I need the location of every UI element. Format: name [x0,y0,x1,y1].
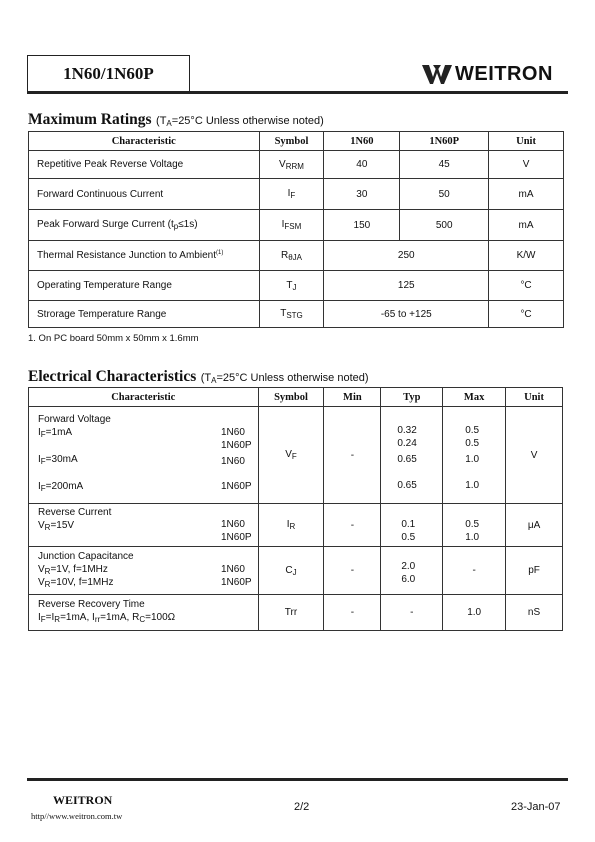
typ-cell: 2.0 6.0 [381,547,443,595]
column-header: Max [443,388,506,407]
page-number: 2/2 [294,801,310,813]
unit-cell: K/W [489,241,564,271]
footer-url[interactable]: http//www.weitron.com.tw [31,811,123,821]
max-cell: 0.5 1.0 [443,504,506,547]
column-header: Characteristic [29,132,260,151]
table-row-reverse-recovery [29,595,563,631]
table-row-junction-capacitance [29,547,563,595]
footnote: 1. On PC board 50mm x 50mm x 1.6mm [28,333,199,344]
unit-cell: nS [506,595,563,631]
symbol-cell: $R_{\theta JA}$ [259,241,324,271]
characteristic-cell: Strorage Temperature Range [29,301,260,328]
unit-cell: mA [489,210,564,241]
value-cell: -65 to +125 [324,301,489,328]
value-cell: 250 [324,241,489,271]
value-cell: 150 [324,210,400,241]
characteristic-cell: Forward Voltage $I_F=1mA$ 1N60 1N60P $I_F=30mA$ 1N60 $I_F=200mA$ 1N60P [29,407,259,504]
value-cell: 50 [400,179,489,210]
characteristic-cell: Junction Capacitance $V_R=1V$, f=1MHz 1N60 $V_R=10V$, f=1MHz 1N60P [29,547,259,595]
table-row [29,241,564,271]
characteristic-cell: Reverse Recovery Time $I_F=I_R=1mA$, $I_{rr}=1mA$, $R_C=100\Omega$ [29,595,259,631]
max-cell: 0.5 0.5 1.0 1.0 [443,407,506,504]
min-cell: - [324,407,381,504]
column-header: 1N60P [400,132,489,151]
max-cell: - [443,547,506,595]
value-cell: 125 [324,271,489,301]
table-header-row [29,132,564,151]
table-row [29,151,564,179]
elec-table [28,387,563,631]
column-header: Unit [506,388,563,407]
characteristic-cell: Peak Forward Surge Current $(t_p\le 1s)$ [29,210,260,241]
part-number: 1N60/1N60P [63,63,154,83]
max-cell: 1.0 [443,595,506,631]
weitron-logo [422,62,553,86]
table-row-forward-voltage [29,407,563,504]
min-cell: - [324,547,381,595]
value-cell: 30 [324,179,400,210]
min-cell: - [324,595,381,631]
symbol-cell: $I_F$ [259,179,324,210]
characteristic-cell: Operating Temperature Range [29,271,260,301]
typ-cell: - [381,595,443,631]
unit-cell: V [506,407,563,504]
value-cell: 500 [400,210,489,241]
unit-cell: °C [489,301,564,328]
column-header: Typ [381,388,443,407]
unit-cell: mA [489,179,564,210]
typ-cell: 0.1 0.5 [381,504,443,547]
column-header: Unit [489,132,564,151]
symbol-cell: $T_{STG}$ [259,301,324,328]
characteristic-cell: Thermal Resistance Junction to Ambient$^{(1)}$ [29,241,260,271]
column-header: Symbol [259,132,324,151]
footer-brand: WEITRON [53,793,113,807]
symbol-cell: $C_J$ [258,547,324,595]
characteristic-cell: Reverse Current $V_R=15V$ 1N60 1N60P [29,504,259,547]
column-header: 1N60 [324,132,400,151]
symbol-cell: $V_{RRM}$ [259,151,324,179]
document-date: 23-Jan-07 [511,801,561,813]
footer-rule [27,778,568,781]
table-row [29,301,564,328]
header-rule [27,91,568,94]
table-row-reverse-current [29,504,563,547]
value-cell: 45 [400,151,489,179]
symbol-cell: $I_R$ [258,504,324,547]
typ-cell: 0.32 0.24 0.65 0.65 [381,407,443,504]
unit-cell: V [489,151,564,179]
min-cell: - [324,504,381,547]
symbol-cell: $V_F$ [258,407,324,504]
weitron-logo-icon [422,63,452,85]
symbol-cell: Trr [258,595,324,631]
characteristic-cell: Repetitive Peak Reverse Voltage [29,151,260,179]
symbol-cell: $T_J$ [259,271,324,301]
max-ratings-title: Maximum Ratings ($T_A=25^\circ C$ Unless otherwise noted) [28,111,324,128]
unit-cell: pF [506,547,563,595]
unit-cell: °C [489,271,564,301]
max-ratings-table [28,131,564,328]
part-number-box [27,55,190,91]
column-header: Characteristic [29,388,259,407]
column-header: Symbol [258,388,324,407]
brand-name: WEITRON [455,62,553,85]
unit-cell: μA [506,504,563,547]
column-header: Min [324,388,381,407]
table-row [29,179,564,210]
table-row [29,210,564,241]
characteristic-cell: Forward Continuous Current [29,179,260,210]
table-row [29,271,564,301]
table-header-row [29,388,563,407]
value-cell: 40 [324,151,400,179]
symbol-cell: $I_{FSM}$ [259,210,324,241]
elec-title: Electrical Characteristics ($T_A=25^\circ C$ Unless otherwise noted) [28,368,369,385]
